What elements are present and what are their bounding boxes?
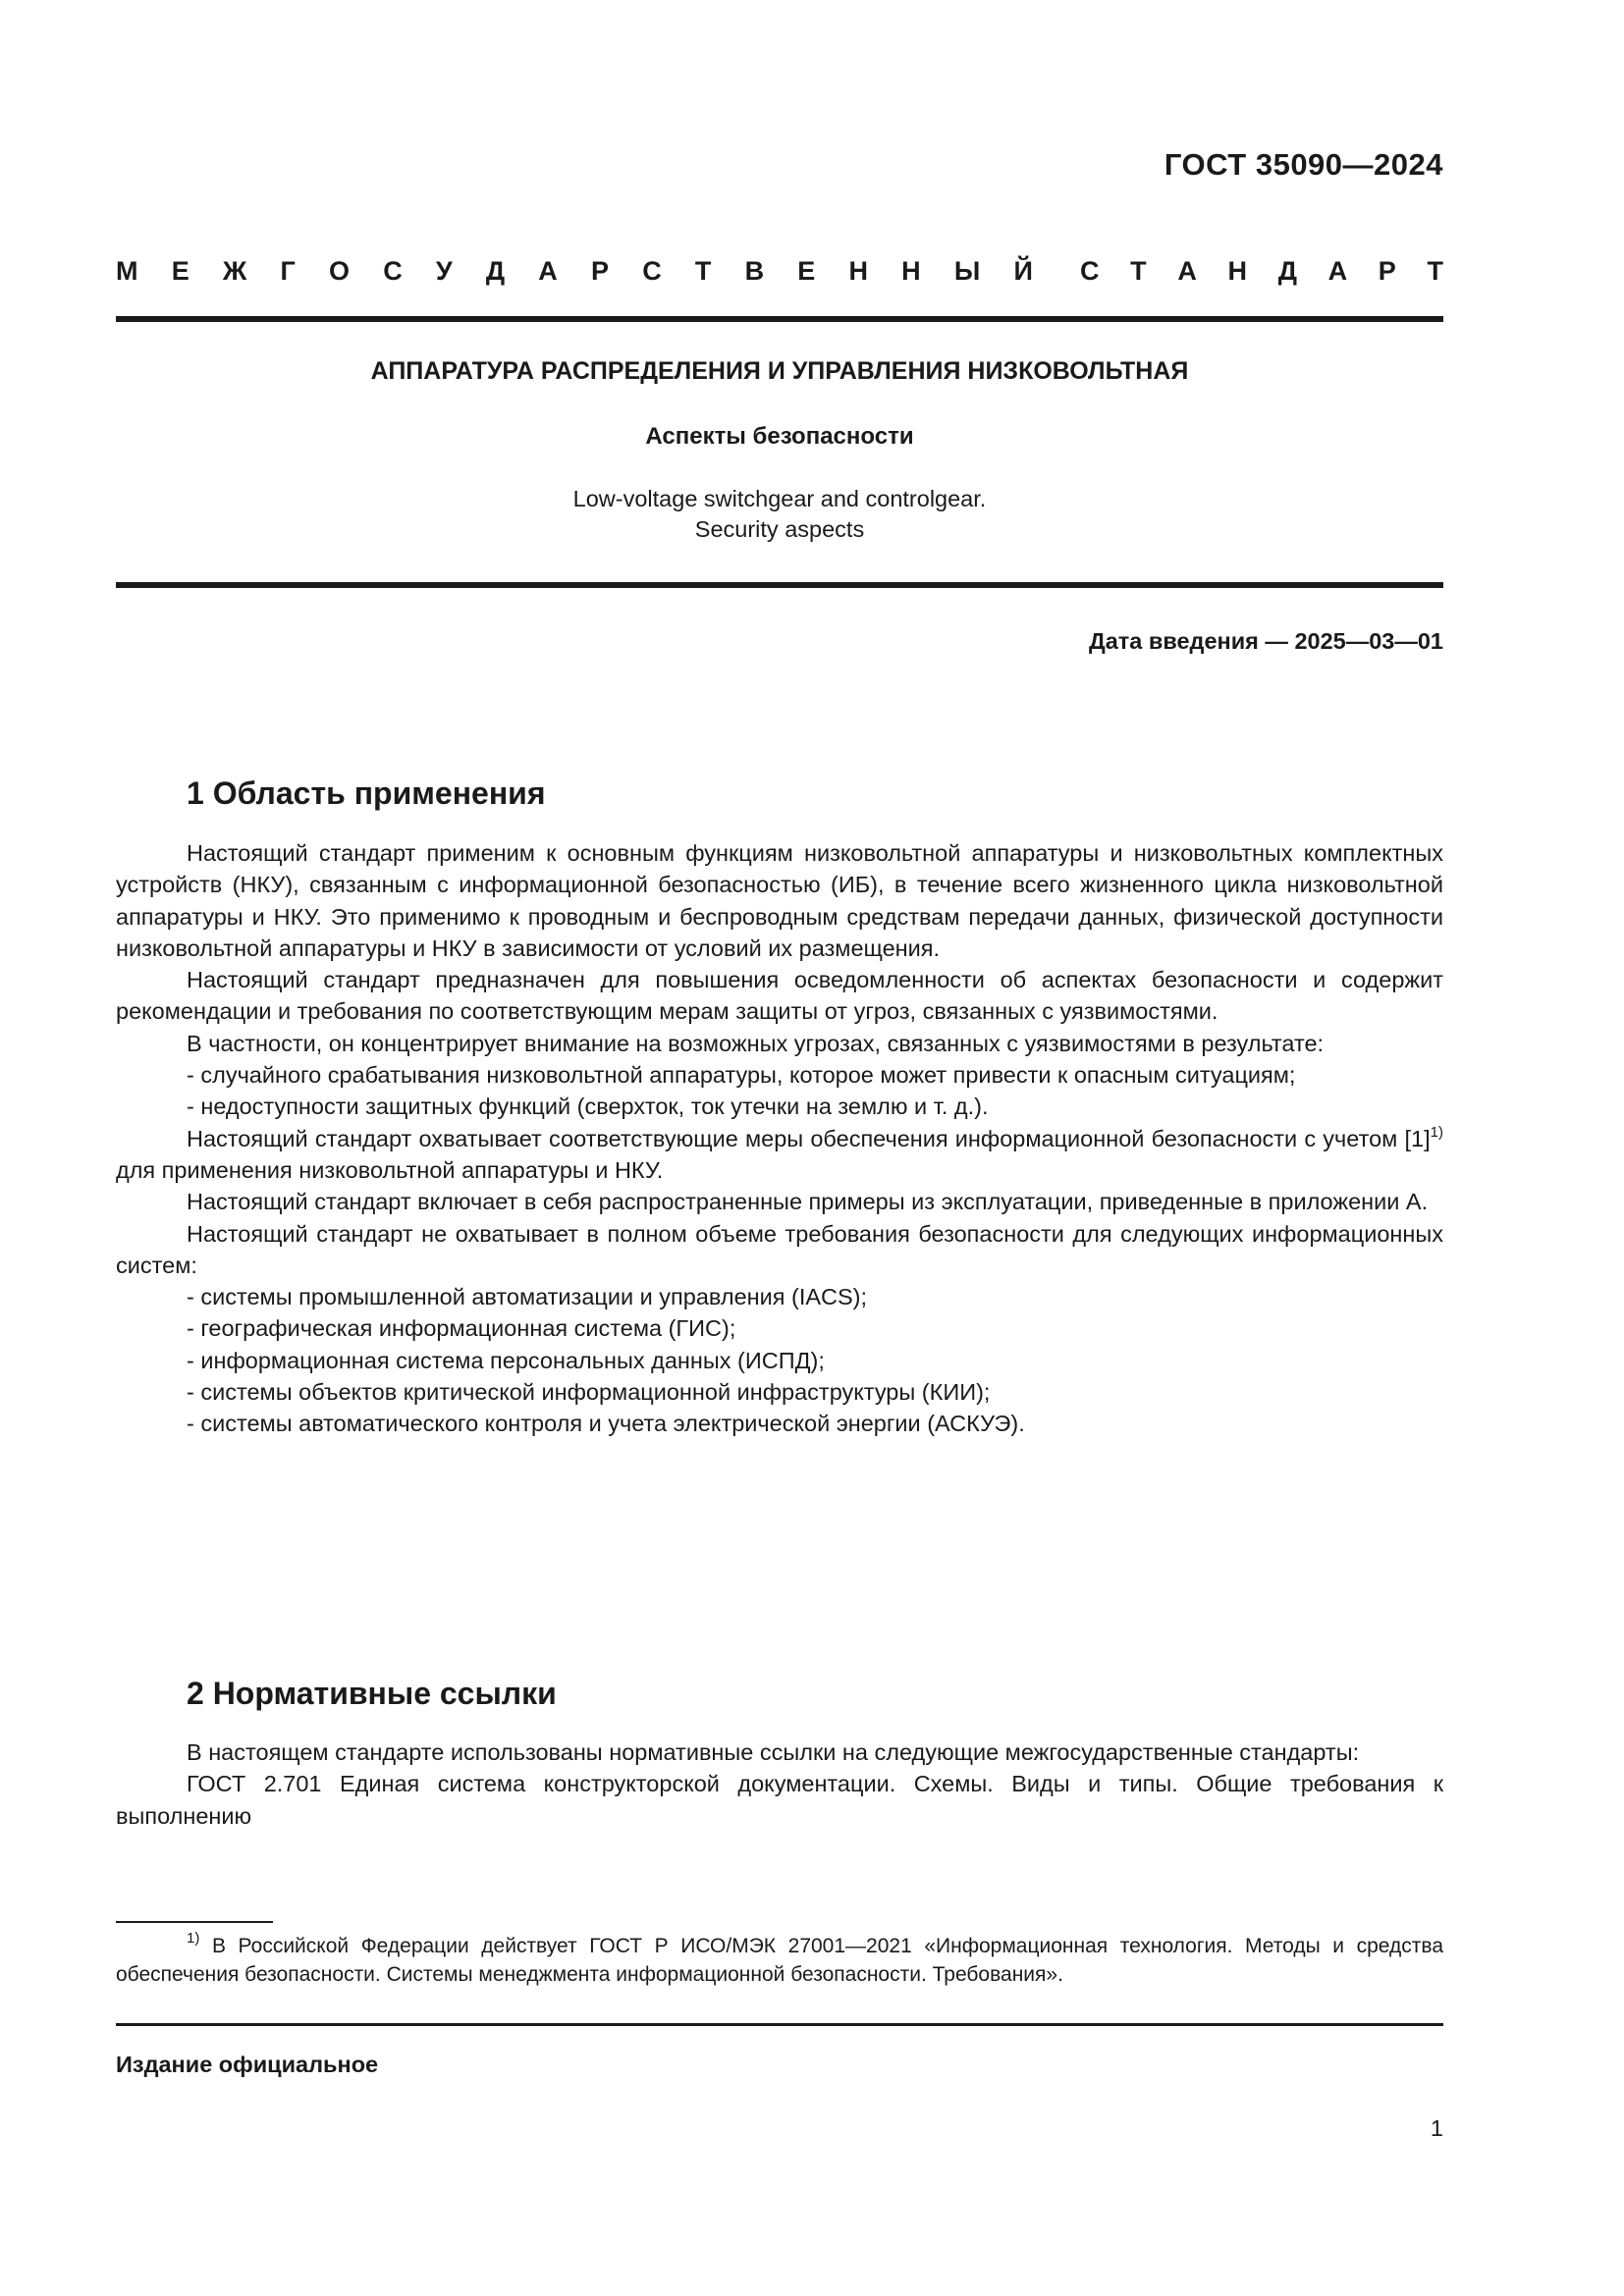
paragraph: Настоящий стандарт применим к основным функциям низковольтной аппаратуры и низковольтных комплектных устройств (НКУ), связанным с информационной безопасностью (ИБ), в течение всего жизненного цикла низковольтной аппаратуры и НКУ. Это применимо к проводным и беспроводным средствам передачи данных, физической доступности низковольтной аппаратуры и НКУ в зависимости от условий их размещения. <box>116 840 1443 961</box>
section-2-heading: 2 Нормативные ссылки <box>187 1676 557 1711</box>
banner-letter: О <box>328 255 350 286</box>
banner-letter: У <box>435 255 453 286</box>
list-item: - системы объектов критической информационной инфраструктуры (КИИ); <box>187 1379 991 1406</box>
banner-letter: А <box>1327 255 1348 286</box>
banner-letter: С <box>383 255 403 286</box>
paragraph: В частности, он концентрирует внимание на возможных угрозах, связанных с уязвимостями в результате: <box>187 1030 1325 1056</box>
banner-letter: Е <box>171 255 189 286</box>
list-item: - системы промышленной автоматизации и управления (IACS); <box>187 1284 868 1310</box>
paragraph: Настоящий стандарт предназначен для повышения осведомленности об аспектах безопасности и содержит рекомендации и требования по соответствующим мерам защиты от угроз, связанных с уязвимостями. <box>116 967 1443 1025</box>
paragraph: Настоящий стандарт не охватывает в полном объеме требования безопасности для следующих информационных систем: <box>116 1220 1443 1278</box>
edition-label: Издание официальное <box>116 2052 379 2077</box>
footnote-body: В Российской Федерации действует ГОСТ Р ИСО/МЭК 27001—2021 «Информационная технология. Методы и средства обеспечения безопасности. Системы менеджмента информационной безопасности. Требования». <box>116 1935 1443 1986</box>
paragraph <box>116 1123 1443 1187</box>
banner-letter: Н <box>1227 255 1248 286</box>
standard-type-banner <box>116 253 1443 289</box>
banner-letter: Т <box>694 255 712 286</box>
banner-letter: Е <box>797 255 816 286</box>
paragraph-text: Настоящий стандарт охватывает соответствующие меры обеспечения информационной безопасности с учетом [1] <box>187 1125 1431 1151</box>
banner-letter: Т <box>1130 255 1147 286</box>
banner-letter: С <box>642 255 662 286</box>
list-item: - информационная система персональных данных (ИСПД); <box>187 1347 825 1373</box>
title-en <box>116 484 1443 545</box>
standard-type-right <box>1080 256 1443 287</box>
footnote <box>116 1932 1443 1989</box>
footnote-text <box>116 1932 1443 1989</box>
banner-letter: Й <box>1013 255 1033 286</box>
banner-letter: Г <box>280 255 296 286</box>
top-rule <box>116 316 1443 322</box>
title-en-line1: Low-voltage switchgear and controlgear. <box>572 486 987 511</box>
paragraph: Настоящий стандарт включает в себя распространенные примеры из эксплуатации, приведенные в приложении А. <box>187 1189 1429 1215</box>
section-2-body <box>116 1736 1443 1832</box>
footer-rule <box>116 2023 1443 2026</box>
banner-letter: М <box>116 255 138 286</box>
banner-letter: А <box>538 255 558 286</box>
list-item: - недоступности защитных функций (сверхток, ток утечки на землю и т. д.). <box>187 1094 989 1120</box>
paragraph: ГОСТ 2.701 Единая система конструкторской документации. Схемы. Виды и типы. Общие требования к выполнению <box>116 1771 1443 1829</box>
banner-letter: Н <box>848 255 868 286</box>
banner-letter: Р <box>590 255 609 286</box>
list-item: - географическая информационная система (ГИС); <box>187 1315 736 1342</box>
footnote-ref: 1) <box>1430 1123 1443 1141</box>
banner-letter: Н <box>901 255 921 286</box>
intro-date: Дата введения — 2025—03—01 <box>1088 628 1443 654</box>
title-ru: АППАРАТУРА РАСПРЕДЕЛЕНИЯ И УПРАВЛЕНИЯ НИЗКОВОЛЬТНАЯ <box>370 357 1189 385</box>
paragraph-text: для применения низковольтной аппаратуры и НКУ. <box>116 1156 664 1183</box>
title-rule <box>116 582 1443 588</box>
banner-letter: Ы <box>953 255 981 286</box>
list-item: - случайного срабатывания низковольтной аппаратуры, которое может привести к опасным ситуациям; <box>187 1062 1296 1089</box>
banner-letter: Т <box>1427 255 1443 286</box>
paragraph: В настоящем стандарте использованы нормативные ссылки на следующие межгосударственные стандарты: <box>187 1739 1360 1765</box>
footnote-marker: 1) <box>187 1930 200 1947</box>
section-1-heading: 1 Область применения <box>187 775 546 811</box>
banner-letter: С <box>1080 255 1100 286</box>
banner-letter: В <box>744 255 765 286</box>
subtitle-ru: Аспекты безопасности <box>645 423 914 450</box>
banner-letter: Р <box>1378 255 1396 286</box>
footnote-rule <box>116 1921 273 1923</box>
banner-letter: Д <box>485 255 506 286</box>
section-1-body <box>116 837 1443 1440</box>
gost-number: ГОСТ 35090—2024 <box>1164 147 1443 182</box>
standard-type-left <box>116 256 1033 287</box>
title-en-line2: Security aspects <box>694 516 865 542</box>
list-item: - системы автоматического контроля и учета электрической энергии (АСКУЭ). <box>187 1411 1025 1437</box>
banner-letter: А <box>1177 255 1197 286</box>
banner-letter: Д <box>1277 255 1297 286</box>
page-number: 1 <box>1430 2115 1443 2141</box>
banner-letter: Ж <box>222 255 247 286</box>
